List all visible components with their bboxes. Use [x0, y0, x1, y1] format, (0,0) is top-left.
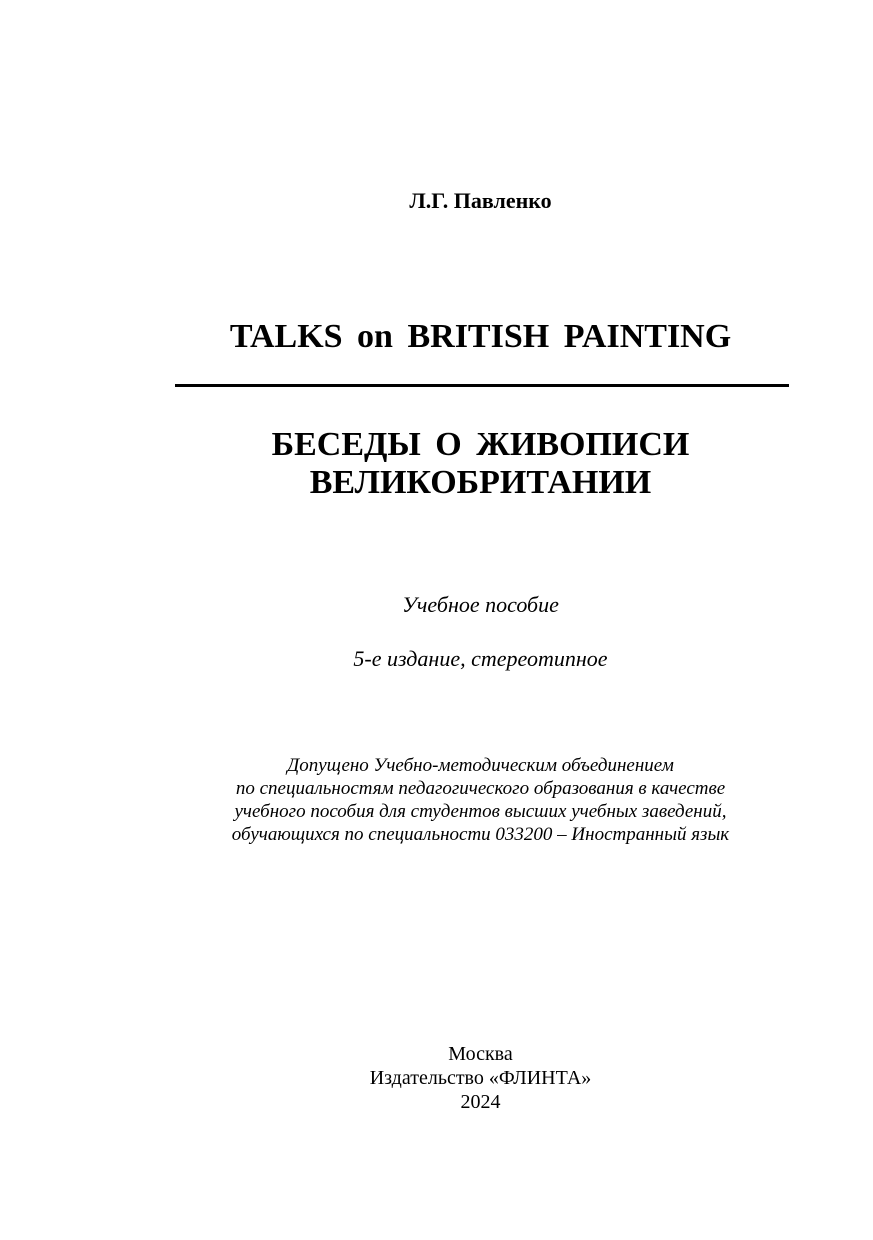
approval-line-4: обучающихся по специальности 033200 – Иностранный язык — [231, 824, 730, 845]
edition-note: 5-е издание, стереотипное — [353, 646, 608, 671]
approval-line-1: Допущено Учебно-методическим объединением — [287, 755, 674, 776]
imprint-publisher: Издательство «ФЛИНТА» — [369, 1067, 592, 1089]
title-english: TALKS on BRITISH PAINTING — [229, 318, 732, 355]
author-name: Л.Г. Павленко — [409, 188, 552, 213]
title-russian — [44, 426, 873, 502]
title-russian-line-1: БЕСЕДЫ О ЖИВОПИСИ — [271, 426, 690, 463]
imprint-city: Москва — [448, 1043, 513, 1065]
publisher-imprint — [44, 1042, 873, 1114]
approval-line-3: учебного пособия для студентов высших учебных заведений, — [234, 801, 727, 822]
divider-rule — [175, 384, 789, 387]
approval-statement — [44, 754, 873, 846]
title-russian-line-2: ВЕЛИКОБРИТАНИИ — [309, 464, 652, 501]
imprint-year: 2024 — [460, 1091, 501, 1113]
subtitle: Учебное пособие — [402, 592, 559, 617]
approval-line-2: по специальностям педагогического образования в качестве — [235, 778, 726, 799]
